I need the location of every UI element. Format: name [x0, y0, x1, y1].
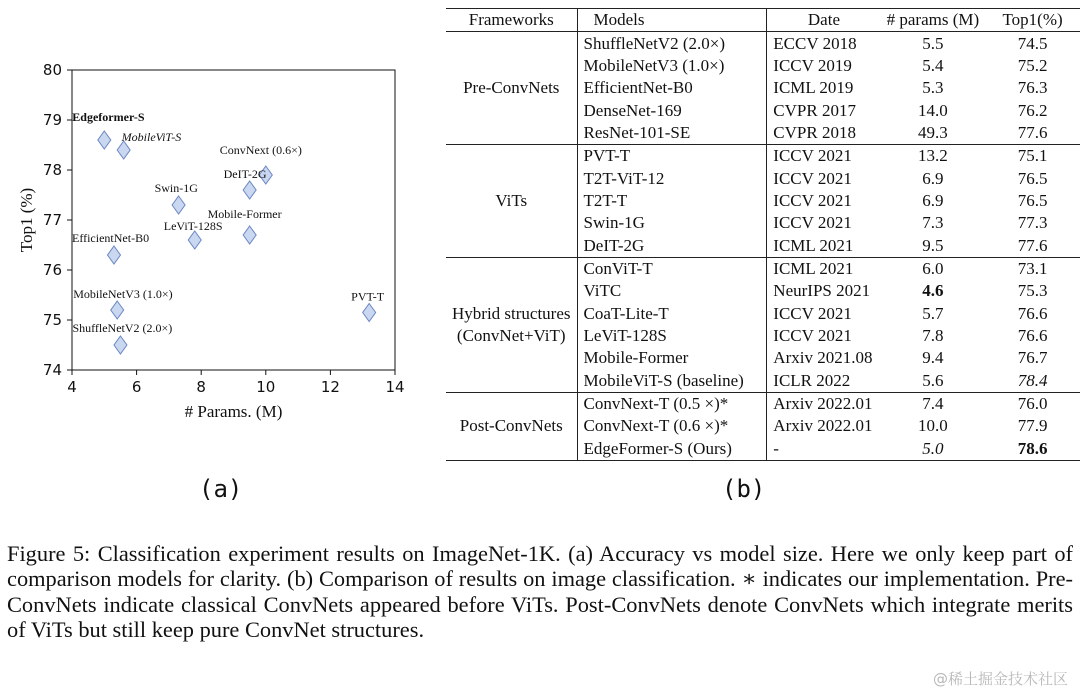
top1-cell: 77.3 — [1017, 213, 1048, 233]
date-cell: ICCV 2019 — [773, 55, 852, 75]
data-point-marker — [188, 231, 201, 249]
framework-group-cell — [446, 32, 577, 145]
date-cell: ICCV 2021 — [773, 213, 852, 233]
framework-name-line2: (ConvNet+ViT) — [456, 325, 566, 345]
framework-name: Post-ConvNets — [459, 416, 563, 436]
params-cell: 5.6 — [922, 370, 944, 390]
framework-name: ViTs — [495, 190, 528, 210]
model-cell: MobileNetV3 (1.0×) — [577, 55, 767, 77]
top1-cell: 77.6 — [1017, 122, 1048, 142]
top1-cell: 75.2 — [1017, 55, 1048, 75]
x-tick-label: 10 — [256, 378, 276, 396]
params-cell: 6.9 — [922, 168, 944, 188]
params-cell: 7.4 — [881, 392, 986, 415]
y-tick-label: 77 — [42, 211, 62, 229]
top1-cell: 78.4 — [1017, 370, 1048, 390]
framework-group-cell — [446, 392, 577, 460]
scatter-plot — [0, 0, 440, 470]
data-point-label: PVT-T — [351, 289, 385, 304]
framework-name: Pre-ConvNets — [463, 78, 560, 98]
watermark: @稀土掘金技术社区 — [932, 670, 1068, 688]
params-cell: 5.5 — [922, 33, 944, 53]
y-tick-label: 79 — [42, 111, 62, 129]
params-cell: 9.4 — [922, 348, 944, 368]
model-cell: ConvNext-T (0.5 ×)* — [577, 392, 767, 415]
top1-cell: 74.5 — [1017, 33, 1048, 53]
model-cell: DeIT-2G — [577, 234, 767, 257]
table-row — [446, 32, 1080, 55]
params-cell: 49.3 — [918, 122, 948, 142]
params-cell: 7.8 — [922, 325, 944, 345]
params-cell: 9.5 — [922, 235, 944, 255]
date-cell: ICML 2019 — [773, 78, 854, 98]
top1-cell: 76.3 — [1017, 78, 1048, 98]
subfigure-label-b: (b) — [722, 475, 766, 503]
date-cell: - — [773, 438, 779, 458]
data-point-marker — [243, 226, 256, 244]
date-cell: NeurIPS 2021 — [773, 281, 871, 301]
header-top1: Top1(%) — [985, 9, 1080, 32]
framework-name: Hybrid structures — [452, 303, 571, 323]
data-point-label: MobileViT-S — [121, 130, 182, 144]
date-cell: ICCV 2021 — [773, 190, 852, 210]
date-cell: CVPR 2017 — [773, 100, 856, 120]
figure-caption: Figure 5: Classification experiment results on ImageNet-1K. (a) Accuracy vs model size. Here we only keep part of comparison models for clarity. (b) Comparison of results on image classification. ∗ indicates our implementation. Pre-ConvNets indicate classical ConvNets appeared before ViTs. Post-ConvNets denote ConvNets which integrate merits of ViTs but still keep pure ConvNet structures. — [7, 541, 1073, 643]
date-cell: Arxiv 2022.01 — [767, 392, 881, 415]
framework-group-cell — [446, 145, 577, 258]
header-models: Models — [577, 9, 767, 32]
model-cell: PVT-T — [577, 145, 767, 168]
model-cell: MobileViT-S (baseline) — [577, 370, 767, 393]
y-axis-label: Top1 (%) — [17, 187, 36, 253]
top1-cell: 77.9 — [1017, 416, 1048, 436]
params-cell: 5.0 — [922, 438, 944, 458]
data-point-marker — [172, 196, 185, 214]
y-tick-label: 76 — [42, 261, 62, 279]
top1-cell: 76.5 — [1017, 190, 1048, 210]
date-cell: Arxiv 2021.08 — [773, 348, 873, 368]
top1-cell: 77.6 — [1017, 235, 1048, 255]
date-cell: Arxiv 2022.01 — [773, 416, 873, 436]
model-cell: EfficientNet-B0 — [577, 77, 767, 99]
y-tick-label: 80 — [42, 61, 62, 79]
params-cell: 5.7 — [922, 303, 944, 323]
top1-cell: 73.1 — [985, 257, 1080, 280]
top1-cell: 76.5 — [1017, 168, 1048, 188]
date-cell: ICCV 2021 — [773, 168, 852, 188]
framework-group-cell — [446, 257, 577, 392]
model-cell: EdgeFormer-S (Ours) — [577, 438, 767, 461]
x-tick-label: 14 — [385, 378, 405, 396]
table-row — [446, 145, 1080, 168]
params-cell: 14.0 — [918, 100, 948, 120]
params-cell: 5.3 — [922, 78, 944, 98]
model-cell: ConvNext-T (0.6 ×)* — [577, 415, 767, 437]
y-tick-label: 78 — [42, 161, 62, 179]
y-tick-label: 75 — [42, 311, 62, 329]
model-cell: ConViT-T — [577, 257, 767, 280]
top1-cell: 75.1 — [985, 145, 1080, 168]
x-axis-label: # Params. (M) — [184, 402, 283, 421]
x-tick-label: 12 — [320, 378, 340, 396]
model-cell: DenseNet-169 — [577, 99, 767, 121]
subfigure-label-a: (a) — [199, 475, 243, 503]
header-date: Date — [767, 9, 881, 32]
top1-cell: 76.6 — [1017, 303, 1048, 323]
model-cell: CoaT-Lite-T — [577, 302, 767, 324]
top1-cell: 76.2 — [1017, 100, 1048, 120]
model-cell: T2T-ViT-12 — [577, 167, 767, 189]
date-cell: ICCV 2021 — [767, 145, 881, 168]
model-cell: ShuffleNetV2 (2.0×) — [577, 32, 767, 55]
results-table — [446, 8, 1080, 461]
date-cell: ICML 2021 — [773, 235, 854, 255]
data-point-label: ConvNext (0.6×) — [219, 143, 302, 157]
date-cell: CVPR 2018 — [773, 122, 856, 142]
date-cell: ICML 2021 — [767, 257, 881, 280]
date-cell: ICCV 2021 — [773, 303, 852, 323]
params-cell: 10.0 — [918, 416, 948, 436]
x-tick-label: 4 — [67, 378, 77, 396]
model-cell: Swin-1G — [577, 212, 767, 234]
top1-cell: 76.6 — [1017, 325, 1048, 345]
header-params: # params (M) — [881, 9, 986, 32]
data-point-label: EfficientNet-B0 — [71, 231, 150, 245]
data-point-marker — [243, 181, 256, 199]
data-point-marker — [363, 304, 376, 322]
model-cell: ViTC — [577, 280, 767, 302]
data-point-marker — [98, 131, 111, 149]
data-point-label: DeIT-2G — [223, 167, 267, 181]
top1-cell: 76.7 — [1017, 348, 1048, 368]
date-cell: ICCV 2021 — [773, 325, 852, 345]
date-cell: ICLR 2022 — [773, 370, 851, 390]
table-row — [446, 257, 1080, 280]
params-cell: 6.0 — [881, 257, 986, 280]
data-point-label: MobileNetV3 (1.0×) — [73, 287, 173, 301]
top1-cell: 75.3 — [1017, 281, 1048, 301]
model-cell: LeViT-128S — [577, 325, 767, 347]
data-point-label: ShuffleNetV2 (2.0×) — [72, 321, 173, 335]
model-cell: T2T-T — [577, 190, 767, 212]
table-row — [446, 392, 1080, 415]
top1-cell: 76.0 — [985, 392, 1080, 415]
model-cell: ResNet-101-SE — [577, 122, 767, 145]
top1-cell: 78.6 — [1017, 438, 1048, 458]
params-cell: 6.9 — [922, 190, 944, 210]
data-point-marker — [114, 336, 127, 354]
x-tick-label: 8 — [196, 378, 206, 396]
data-point-label: LeViT-128S — [163, 219, 223, 233]
data-point-label: Edgeformer-S — [72, 110, 145, 124]
data-point-label: Mobile-Former — [207, 207, 282, 221]
data-point-label: Swin-1G — [154, 181, 198, 195]
date-cell: ECCV 2018 — [773, 33, 857, 53]
header-frameworks: Frameworks — [446, 9, 577, 32]
params-cell: 7.3 — [922, 213, 944, 233]
params-cell: 4.6 — [922, 281, 944, 301]
params-cell: 5.4 — [922, 55, 944, 75]
x-tick-label: 6 — [131, 378, 142, 396]
data-point-marker — [111, 301, 124, 319]
table-header-row — [446, 9, 1080, 32]
params-cell: 13.2 — [881, 145, 986, 168]
y-tick-label: 74 — [42, 361, 62, 379]
data-point-marker — [107, 246, 120, 264]
model-cell: Mobile-Former — [577, 347, 767, 369]
